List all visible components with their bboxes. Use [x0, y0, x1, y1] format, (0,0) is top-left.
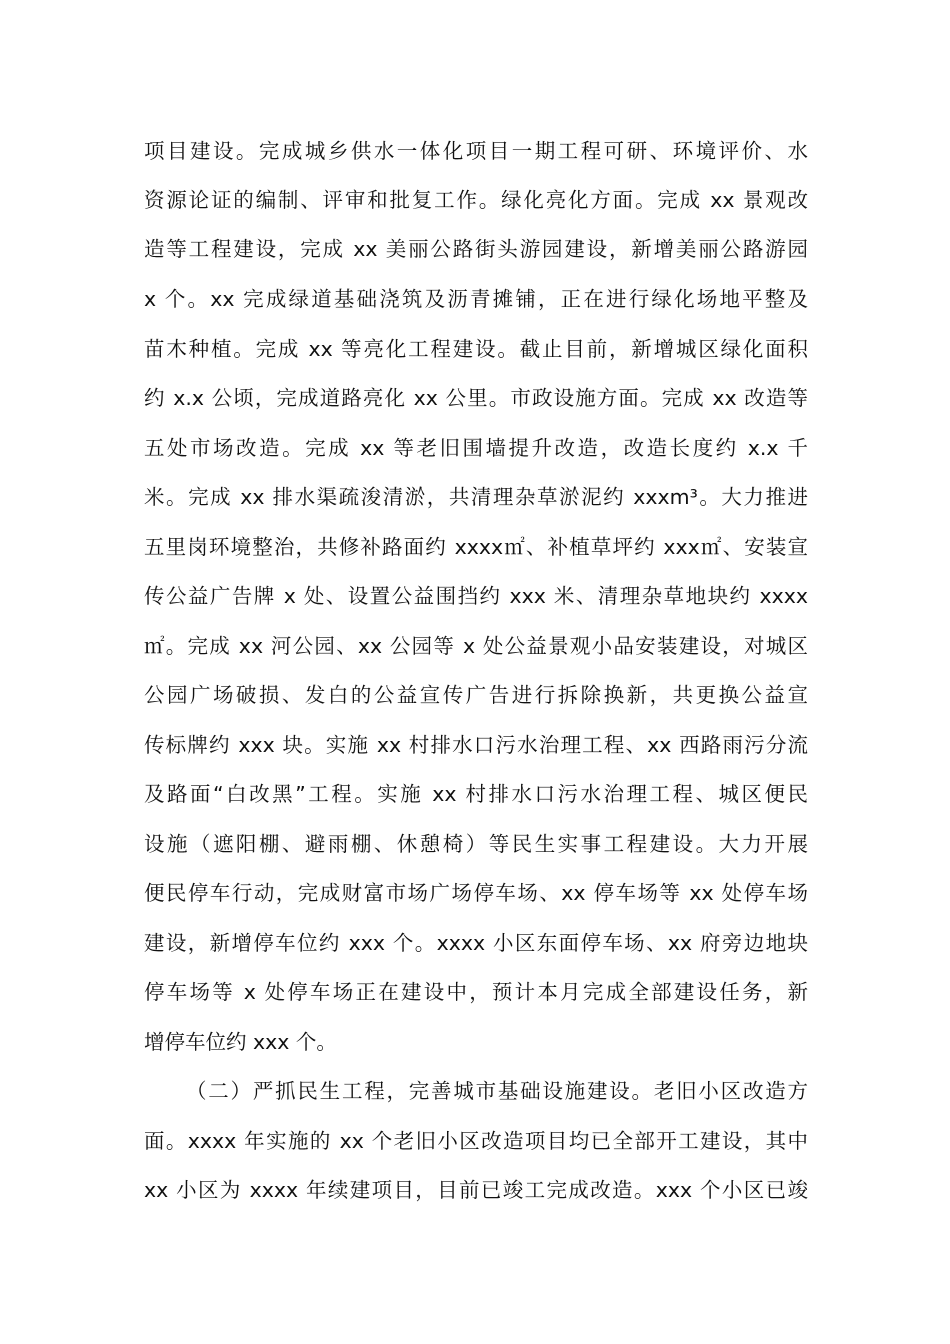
- section-heading-line: （二）严抓民生工程，完善城市基础设施建设。老旧小区改造方: [186, 1079, 808, 1103]
- text-line-18: 停车场等 x 处停车场正在建设中，预计本月完成全部建设任务，新: [144, 980, 808, 1004]
- text-line-11: ㎡。完成 xx 河公园、xx 公园等 x 处公益景观小品安装建设，对城区: [144, 634, 808, 658]
- text-line-19: 增停车位约 xxx 个。: [144, 1030, 337, 1054]
- text-line-21: 面。xxxx 年实施的 xx 个老旧小区改造项目均已全部开工建设，其中: [144, 1129, 808, 1153]
- text-line-17: 建设，新增停车位约 xxx 个。xxxx 小区东面停车场、xx 府旁边地块: [144, 931, 808, 955]
- text-line-1: 项目建设。完成城乡供水一体化项目一期工程可研、环境评价、水: [144, 139, 808, 163]
- text-line-8: 米。完成 xx 排水渠疏浚清淤，共清理杂草淤泥约 xxxm³。大力推进: [144, 485, 808, 509]
- text-line-4: x 个。xx 完成绿道基础浇筑及沥青摊铺，正在进行绿化场地平整及: [144, 287, 808, 311]
- text-line-12: 公园广场破损、发白的公益宣传广告进行拆除换新，共更换公益宣: [144, 683, 808, 707]
- text-line-7: 五处市场改造。完成 xx 等老旧围墙提升改造，改造长度约 x.x 千: [144, 436, 808, 460]
- text-line-5: 苗木种植。完成 xx 等亮化工程建设。截止目前，新增城区绿化面积: [144, 337, 808, 361]
- text-line-3: 造等工程建设，完成 xx 美丽公路街头游园建设，新增美丽公路游园: [144, 237, 808, 261]
- text-line-2: 资源论证的编制、评审和批复工作。绿化亮化方面。完成 xx 景观改: [144, 188, 808, 212]
- text-line-6: 约 x.x 公顷，完成道路亮化 xx 公里。市政设施方面。完成 xx 改造等: [144, 386, 808, 410]
- text-line-22: xx 小区为 xxxx 年续建项目，目前已竣工完成改造。xxx 个小区已竣: [144, 1178, 808, 1202]
- text-line-13: 传标牌约 xxx 块。实施 xx 村排水口污水治理工程、xx 西路雨污分流: [144, 733, 808, 757]
- text-line-16: 便民停车行动，完成财富市场广场停车场、xx 停车场等 xx 处停车场: [144, 881, 808, 905]
- text-line-10: 传公益广告牌 x 处、设置公益围挡约 xxx 米、清理杂草地块约 xxxx: [144, 584, 808, 608]
- text-line-9: 五里岗环境整治，共修补路面约 xxxx㎡、补植草坪约 xxx㎡、安装宣: [144, 535, 808, 559]
- text-line-14: 及路面“白改黑”工程。实施 xx 村排水口污水治理工程、城区便民: [144, 782, 808, 806]
- text-line-15: 设施（遮阳棚、避雨棚、休憩椅）等民生实事工程建设。大力开展: [144, 832, 808, 856]
